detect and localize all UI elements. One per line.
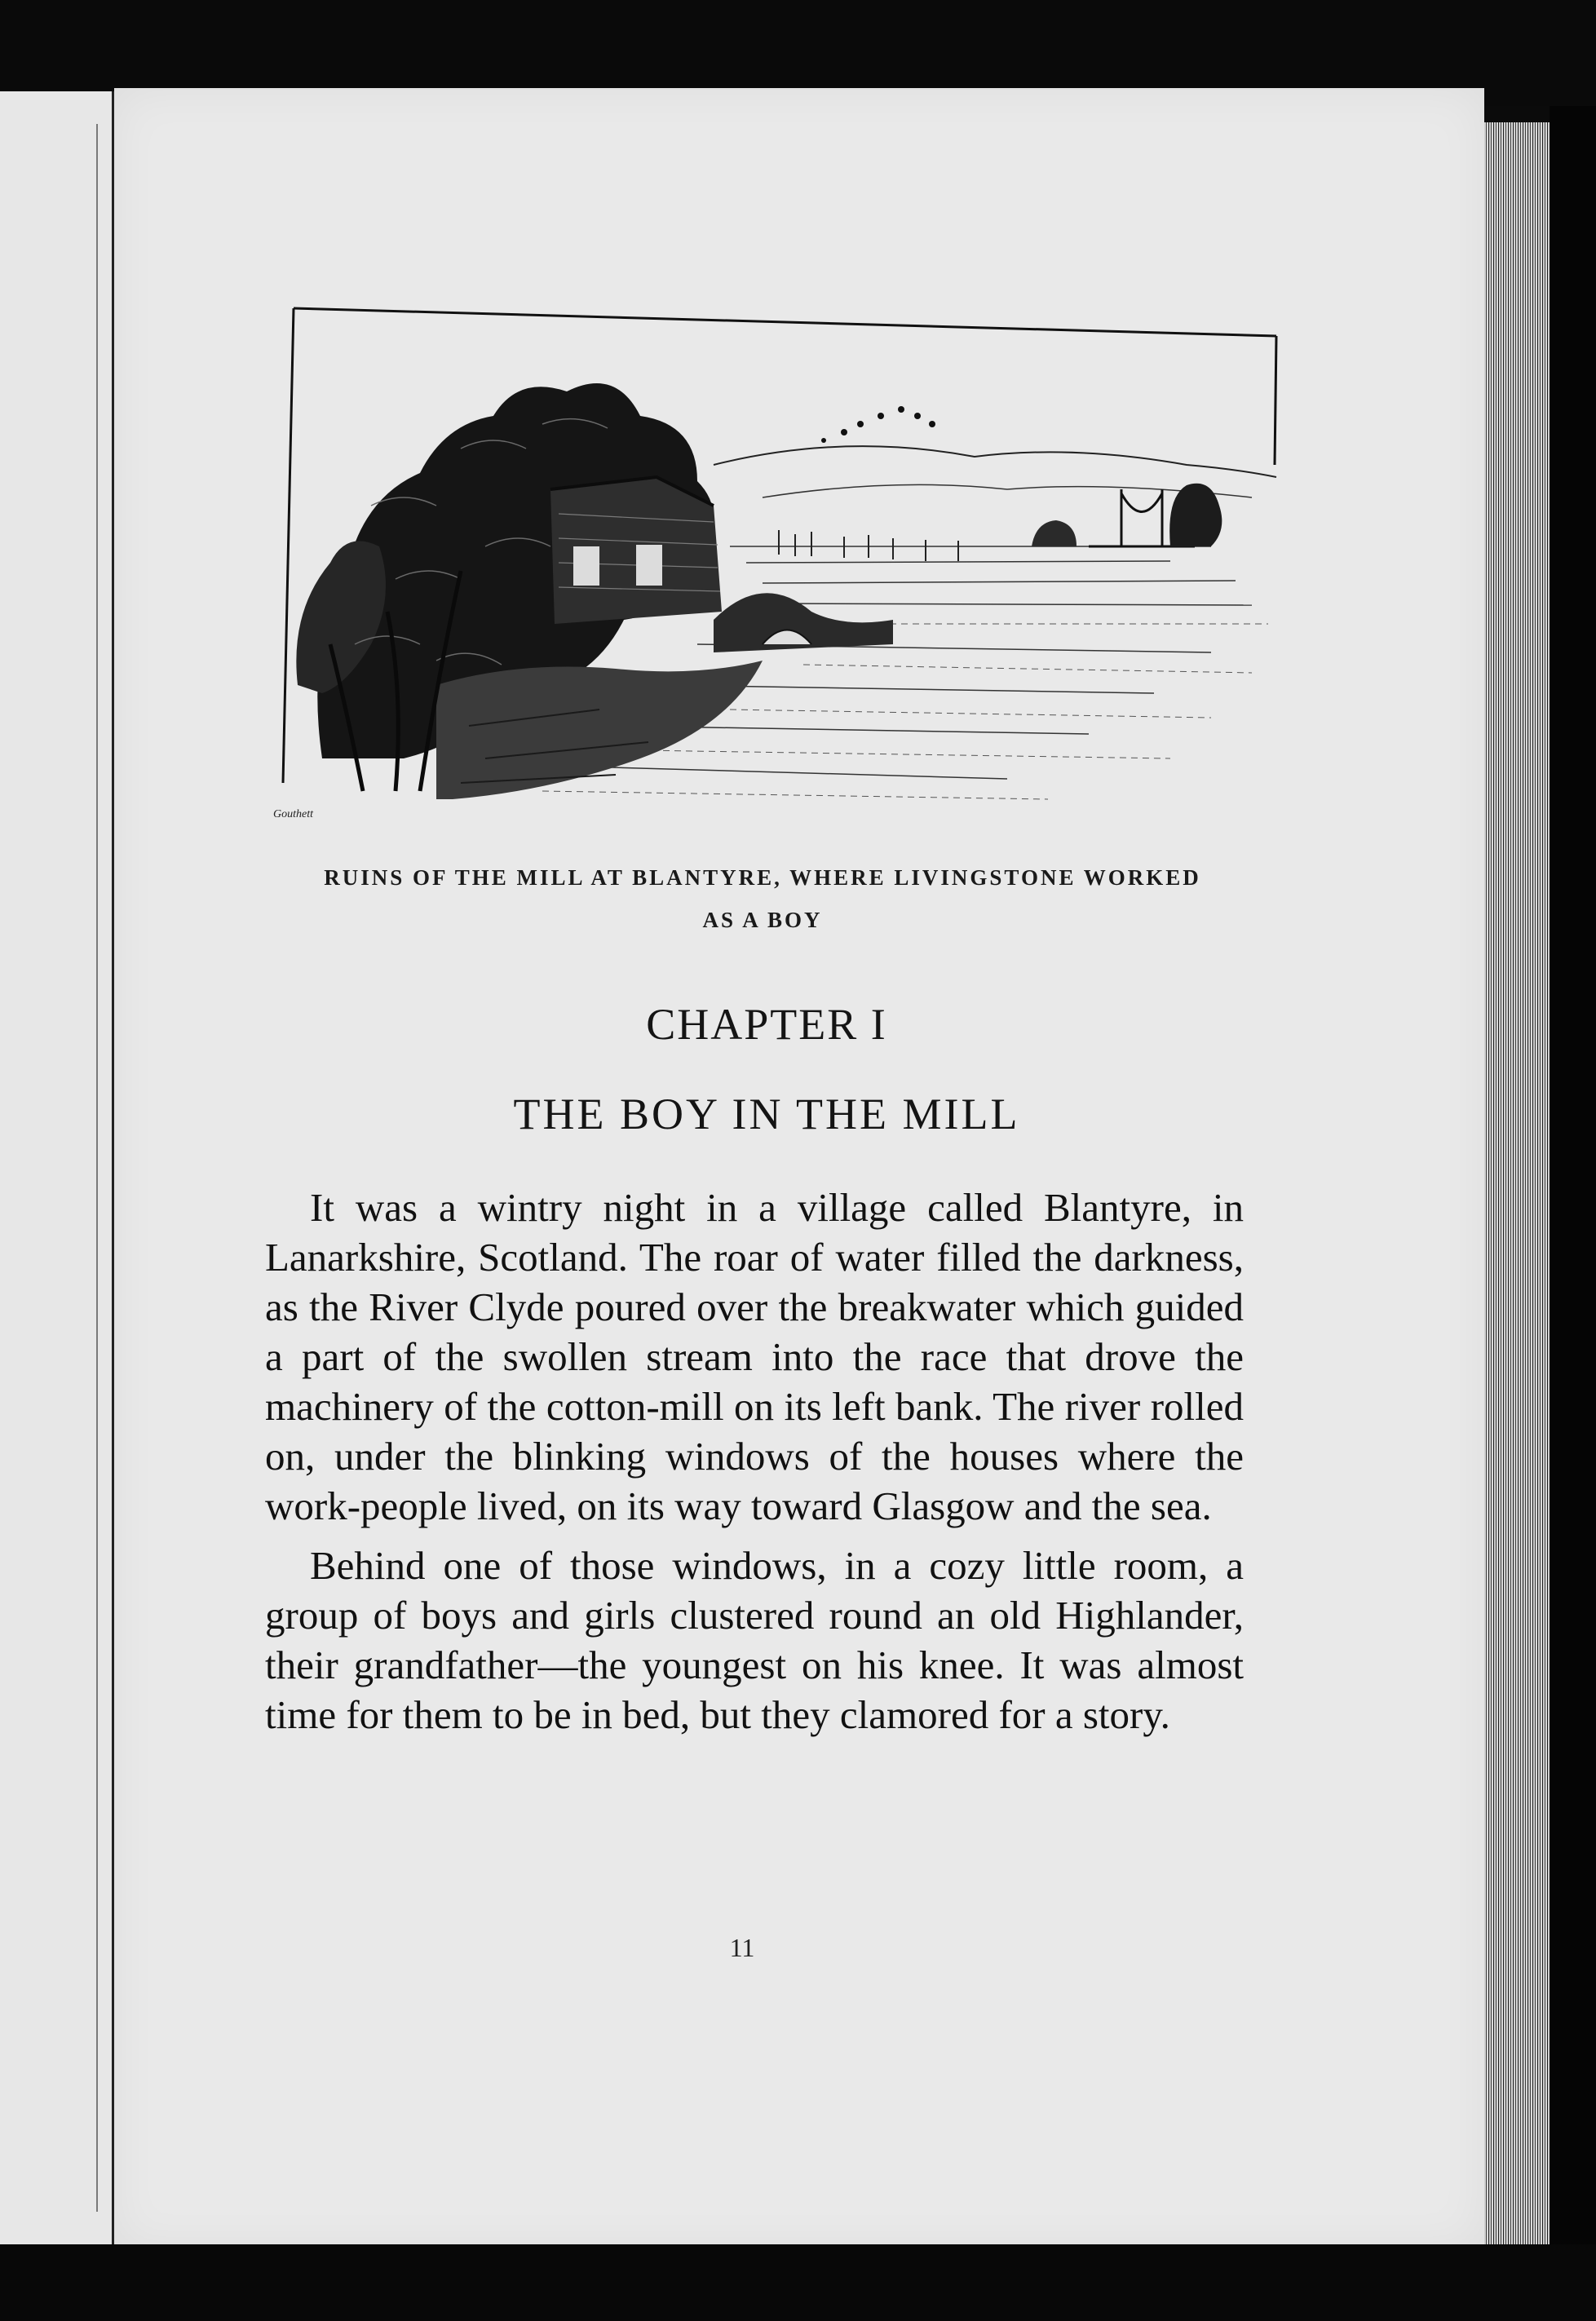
- page-number: 11: [729, 1933, 755, 1962]
- artist-signature: Gouthett: [273, 808, 313, 820]
- chapter-number: CHAPTER I: [646, 1000, 887, 1049]
- gutter-line: [96, 124, 98, 2212]
- caption-line-1: RUINS OF THE MILL AT BLANTYRE, WHERE LIVINGSTONE WORKED: [324, 865, 1201, 890]
- paragraph-2: Behind one of those windows, in a cozy little room, a group of boys and girls clustered round an old Highlander, their grandfather—the youngest on his knee. It was almost time for them to be in bed, but they clamored for a story.: [265, 1543, 1244, 1737]
- mill-ruins-illustration: [273, 302, 1289, 832]
- page-stack-edge: [1484, 122, 1550, 2259]
- figure-caption: [261, 856, 1264, 941]
- chapter-body: [265, 1183, 1244, 1749]
- facing-page-edge: [0, 91, 114, 2244]
- scan-background-right: [1550, 106, 1596, 2321]
- paragraph-1: It was a wintry night in a village called Blantyre, in Lanarkshire, Scotland. The roar of water filled the darkness, as the River Clyde poured over the breakwater which guided a part of the swollen stream into the race that drove the machinery of the cotton-mill on its left bank. The river rolled on, under the blinking windows of the houses where the work-people lived, on its way toward Glasgow and the sea.: [265, 1185, 1244, 1528]
- scan-background-bottom: [0, 2244, 1596, 2321]
- chapter-title: THE BOY IN THE MILL: [513, 1090, 1020, 1138]
- caption-line-2: AS A BOY: [702, 908, 823, 932]
